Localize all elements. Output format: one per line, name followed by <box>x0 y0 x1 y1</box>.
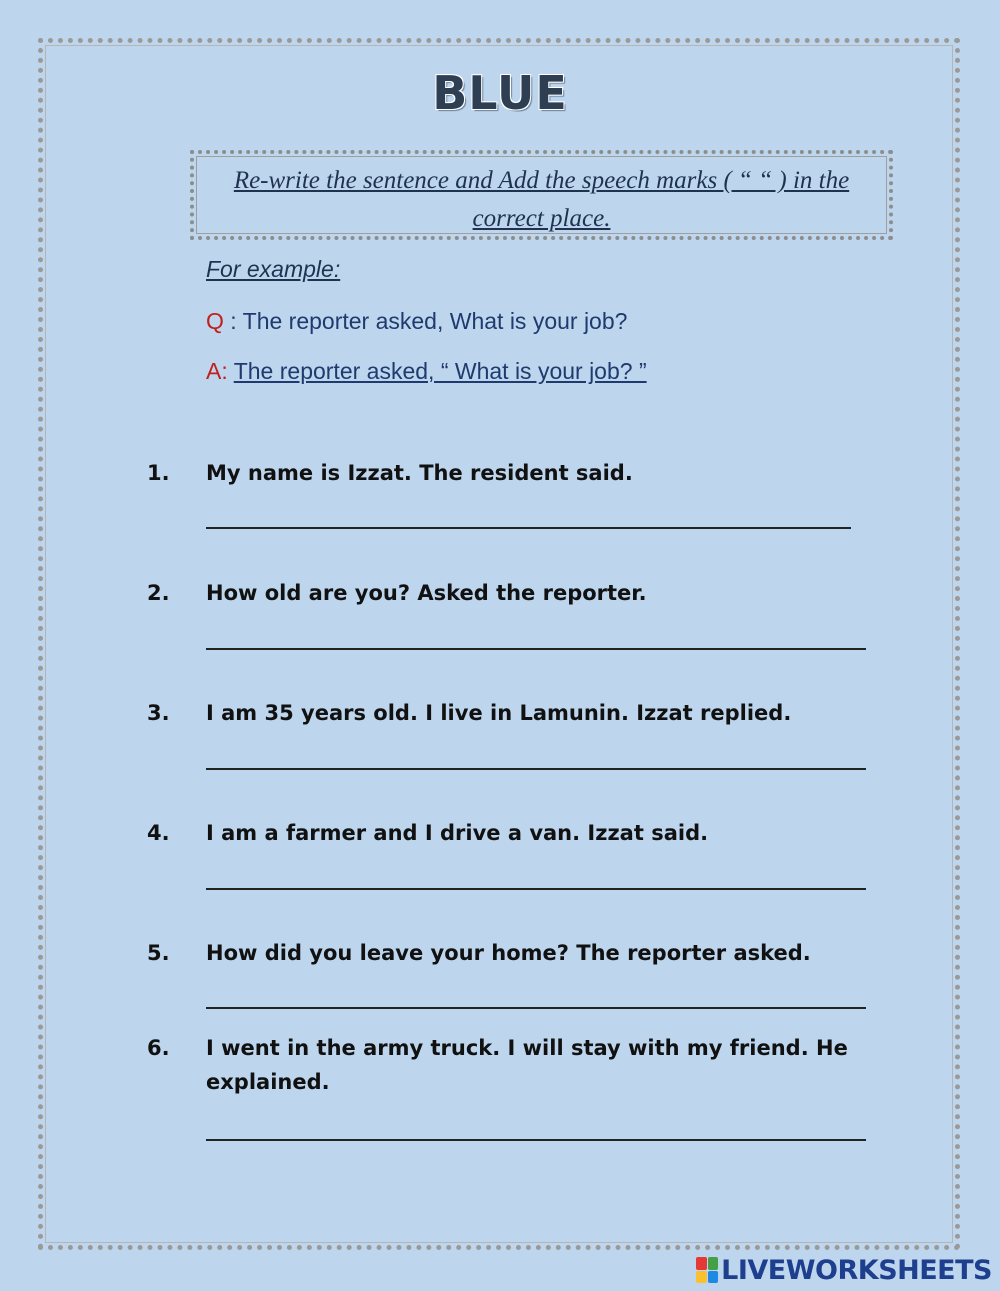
example-a-label: A: <box>206 358 228 384</box>
logo-square-icon <box>708 1271 719 1284</box>
answer-line-5[interactable] <box>206 1007 866 1009</box>
logo-square-icon <box>696 1271 707 1284</box>
liveworksheets-logo[interactable] <box>696 1255 992 1285</box>
example-question <box>206 308 627 335</box>
answer-line-6[interactable] <box>206 1139 866 1141</box>
question-text: How old are you? Asked the reporter. <box>206 581 647 605</box>
answer-line-2[interactable] <box>206 648 866 650</box>
question-text: I am a farmer and I drive a van. Izzat said. <box>206 821 709 845</box>
question-number: 4. <box>147 821 170 845</box>
question-number: 6. <box>147 1036 170 1060</box>
liveworksheets-logo-icon <box>696 1257 718 1283</box>
instruction-box <box>190 150 893 240</box>
answer-line-3[interactable] <box>206 768 866 770</box>
logo-square-icon <box>708 1257 719 1270</box>
question-text: How did you leave your home? The reporter asked. <box>206 941 811 965</box>
question-text: I am 35 years old. I live in Lamunin. Izzat replied. <box>206 701 792 725</box>
example-q-label: Q <box>206 308 224 334</box>
question-number: 5. <box>147 941 170 965</box>
question-text: My name is Izzat. The resident said. <box>206 461 633 485</box>
worksheet-title: BLUE <box>432 66 568 120</box>
answer-line-4[interactable] <box>206 888 866 890</box>
logo-square-icon <box>696 1257 707 1270</box>
question-number: 2. <box>147 581 170 605</box>
answer-line-1[interactable] <box>206 527 851 529</box>
question-text: I went in the army truck. I will stay with my friend. He explained. <box>206 1036 848 1094</box>
instruction-text: Re-write the sentence and Add the speech marks ( “ “ ) in the correct place. <box>233 167 850 232</box>
example-q-text: : The reporter asked, What is your job? <box>223 308 628 334</box>
example-answer <box>206 358 647 385</box>
question-number: 3. <box>147 701 170 725</box>
example-heading: For example: <box>206 256 341 282</box>
example-a-text: The reporter asked, “ What is your job? ” <box>233 358 647 384</box>
logo-text: LIVEWORKSHEETS <box>721 1254 992 1286</box>
question-number: 1. <box>147 461 170 485</box>
